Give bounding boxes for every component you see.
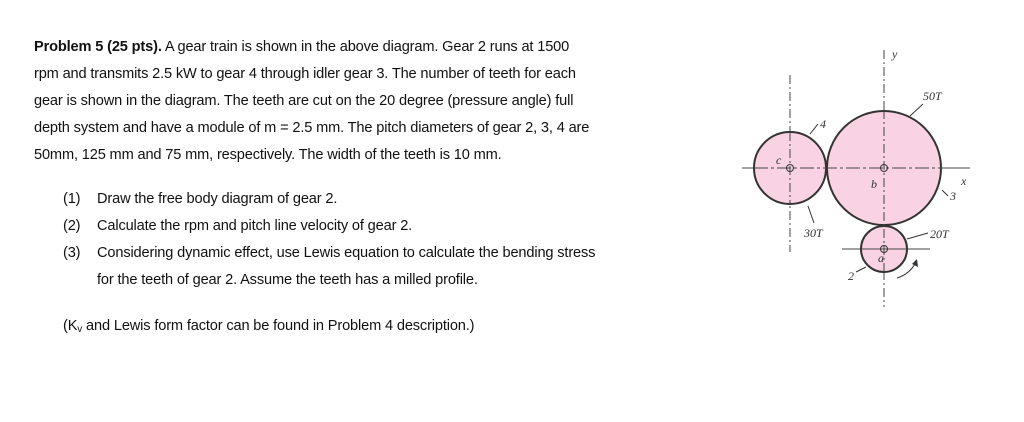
problem-line-4: depth system and have a module of m = 2.5 mm. The pitch diameters of gear 2, 3, 4 are: [34, 120, 590, 136]
center-a-label: a: [878, 251, 884, 265]
problem-line-3: gear is shown in the diagram. The teeth are cut on the 20 degree (pressure angle) full: [34, 93, 574, 109]
problem-line-2: rpm and transmits 2.5 kW to gear 4 through idler gear 3. The number of teeth for each: [34, 66, 576, 82]
question-2: (2) Calculate the rpm and pitch line velocity of gear 2.: [63, 218, 413, 234]
gear-2-teeth-label: 20T: [930, 227, 949, 241]
gear-4-id-label: 4: [820, 117, 826, 131]
problem-title: Problem 5 (25 pts).: [34, 39, 162, 55]
problem-line-5: 50mm, 125 mm and 75 mm, respectively. The width of the teeth is 10 mm.: [34, 147, 502, 163]
center-c-label: c: [776, 153, 782, 167]
problem-line-1: Problem 5 (25 pts). A gear train is shown in the above diagram. Gear 2 runs at 1500: [34, 39, 570, 55]
gear-2-teeth-leader: [907, 233, 928, 239]
gear-2-id-leader: [856, 267, 866, 272]
gear-3-id-leader: [942, 190, 948, 196]
gear-3-id-label: 3: [950, 189, 956, 203]
gear-3-teeth-leader: [910, 104, 923, 116]
x-axis-label: x: [961, 174, 967, 188]
problem-statement: [34, 34, 589, 169]
gear-3-teeth-label: 50T: [923, 89, 942, 103]
question-3: (3) Considering dynamic effect, use Lewis equation to calculate the bending stress: [63, 245, 596, 261]
gear-4-id-leader: [810, 124, 818, 134]
note: ($K_v$ and Lewis form factor can be found in Problem 4 description.): [63, 318, 475, 335]
gear-4-teeth-leader: [808, 206, 814, 223]
gear-train-diagram: [740, 40, 980, 312]
question-list: [63, 186, 595, 294]
question-3-continued: for the teeth of gear 2. Assume the teeth has a milled profile.: [97, 272, 478, 288]
rotation-arrowhead-icon: [912, 259, 918, 267]
question-1: (1) Draw the free body diagram of gear 2.: [63, 191, 338, 207]
center-b-label: b: [871, 177, 877, 191]
gear-2-id-label: 2: [848, 269, 854, 283]
y-axis-label: y: [892, 47, 898, 61]
gear-4-teeth-label: 30T: [804, 226, 823, 240]
